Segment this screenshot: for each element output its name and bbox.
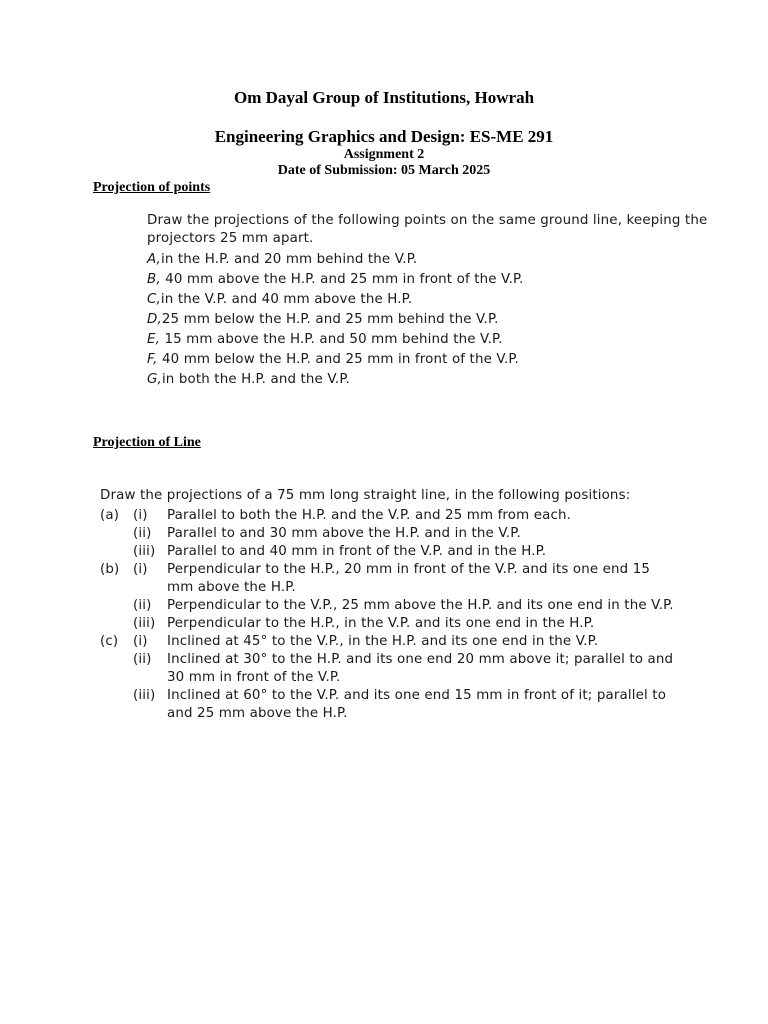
point-letter: G,	[147, 372, 162, 387]
point-letter: E,	[147, 332, 161, 347]
item-sub-label: (i)	[133, 508, 148, 523]
item-sub-label: (i)	[133, 634, 148, 649]
item-text: Inclined at 45° to the V.P., in the H.P. and its one end in the V.P.	[167, 634, 599, 649]
institution-name: Om Dayal Group of Institutions, Howrah	[233, 88, 535, 107]
point-item	[147, 330, 717, 350]
item-sub-label: (iii)	[133, 616, 156, 631]
item-text: Parallel to and 30 mm above the H.P. and in the V.P.	[167, 526, 521, 541]
submission-date: Date of Submission: 05 March 2025	[277, 163, 491, 178]
line-item	[100, 597, 680, 615]
line-item	[100, 615, 680, 633]
item-text: Parallel to and 40 mm in front of the V.P. and in the H.P.	[167, 544, 547, 559]
point-text: 25 mm below the H.P. and 25 mm behind the V.P.	[161, 312, 499, 327]
line-item	[100, 525, 680, 543]
point-text: in both the H.P. and the V.P.	[161, 372, 350, 387]
point-letter: D,	[147, 312, 162, 327]
item-group-label: (c)	[100, 634, 119, 649]
line-intro: Draw the projections of a 75 mm long straight line, in the following positions:	[100, 488, 631, 503]
line-section-heading: Projection of Line	[93, 435, 201, 450]
point-item	[147, 270, 717, 290]
item-sub-label: (ii)	[133, 598, 152, 613]
point-item	[147, 370, 717, 390]
assignment-number: Assignment 2	[343, 147, 425, 162]
point-letter: B,	[147, 272, 161, 287]
point-text: in the H.P. and 20 mm behind the V.P.	[160, 252, 418, 267]
point-text: 40 mm above the H.P. and 25 mm in front of the V.P.	[160, 272, 524, 287]
item-sub-label: (i)	[133, 562, 148, 577]
line-question-block	[100, 487, 680, 723]
item-sub-label: (iii)	[133, 688, 156, 703]
item-group-label: (b)	[100, 562, 120, 577]
item-text: Inclined at 60° to the V.P. and its one end 15 mm in front of it; parallel to and 25 mm above the H.P.	[167, 688, 667, 721]
item-sub-label: (ii)	[133, 652, 152, 667]
point-letter: F,	[147, 352, 158, 367]
item-text: Perpendicular to the V.P., 25 mm above the H.P. and its one end in the V.P.	[167, 598, 674, 613]
line-item	[100, 687, 680, 723]
item-text: Parallel to both the H.P. and the V.P. and 25 mm from each.	[167, 508, 572, 523]
item-sub-label: (iii)	[133, 544, 156, 559]
point-letter: A,	[147, 252, 161, 267]
line-item	[100, 633, 680, 651]
line-item	[100, 543, 680, 561]
points-intro: Draw the projections of the following points on the same ground line, keeping the projectors 25 mm apart.	[147, 213, 708, 246]
points-section-heading: Projection of points	[93, 180, 211, 195]
line-item	[100, 561, 680, 597]
points-question-block	[147, 212, 717, 390]
item-sub-label: (ii)	[133, 526, 152, 541]
point-item	[147, 290, 717, 310]
point-item	[147, 350, 717, 370]
item-text: Perpendicular to the H.P., in the V.P. and its one end in the H.P.	[167, 616, 595, 631]
item-group-label: (a)	[100, 508, 120, 523]
point-text: 15 mm above the H.P. and 50 mm behind the V.P.	[160, 332, 503, 347]
point-text: 40 mm below the H.P. and 25 mm in front of the V.P.	[157, 352, 519, 367]
item-text: Inclined at 30° to the H.P. and its one end 20 mm above it; parallel to and 30 mm in front of the V.P.	[167, 652, 674, 685]
point-letter: C,	[147, 292, 161, 307]
course-title: Engineering Graphics and Design: ES-ME 291	[214, 127, 554, 146]
point-item	[147, 310, 717, 330]
item-text: Perpendicular to the H.P., 20 mm in front of the V.P. and its one end 15 mm above the H.P.	[167, 562, 651, 595]
line-item	[100, 507, 680, 525]
point-item	[147, 250, 717, 270]
line-item	[100, 651, 680, 687]
point-text: in the V.P. and 40 mm above the H.P.	[160, 292, 413, 307]
